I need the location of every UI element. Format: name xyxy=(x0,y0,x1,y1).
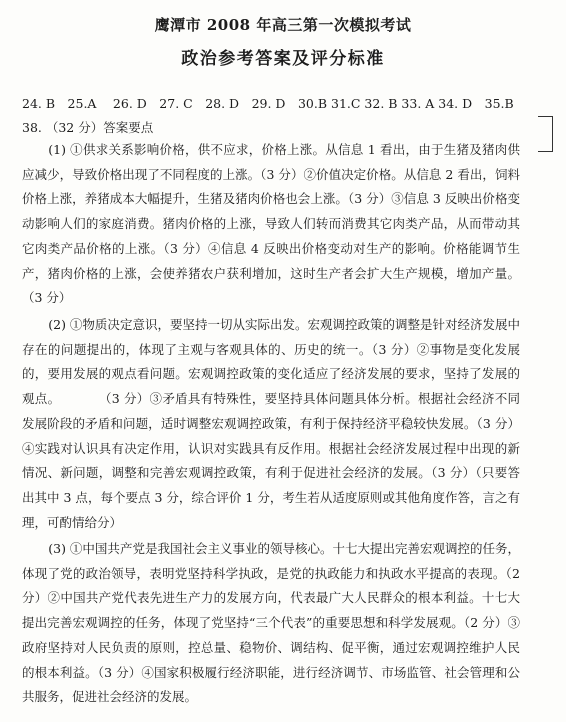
page-title: 鹰潭市 2008 年高三第一次模拟考试 xyxy=(154,16,412,34)
choice-answers-line: 24. B 25.A 26. D 27. C 28. D 29. D 30.B 31.C 32. B 33. A 34. D 35.B xyxy=(22,96,514,111)
answer-part-3: (3) ①中国共产党是我国社会主义事业的领导核心。十七大提出完善宏观调控的任务，体现了党的政治领导，表明党坚持科学执政，是党的执政能力和执政水平提高的表现。（2 分）②中国共产党代表先进生产力的发展方向，代表最广大人民群众的根本利益。十七大提出完善宏观调控的任务，体现了党坚持“三个代表”的重要思想和科学发展观。（2 分）③政府坚持对人民负责的原则，控总量、稳物价、调结构、促平衡，通过宏观调控维护人民的根本利益。（3 分）④国家积极履行经济职能，进行经济调节、市场监管、社会管理和公共服务，促进社会经济的发展。 xyxy=(22,541,520,705)
question-38-heading: 38. （32 分）答案要点 xyxy=(22,120,154,135)
answer-part-2: (2) ①物质决定意识，要坚持一切从实际出发。宏观调控政策的调整是针对经济发展中存在的问题提出的，体现了主观与客观具体的、历史的统一。（3 分）②事物是变化发展的，要用发展的观点看问题。宏观调控政策的变化适应了经济发展的要求，坚持了发展的观点。 （3 分）③矛盾具有特殊性，要坚持具体问题具体分析。根据社会经济不同发展阶段的矛盾和问题，适时调整宏观调控政策，有利于保持经济平稳较快发展。（3 分）④实践对认识具有决定作用，认识对实践具有反作用。根据社会经济发展过程中出现的新情况、新问题，调整和完善宏观调控政策，有利于促进社会经济的发展。（3 分）（只要答出其中 3 点，每个要点 3 分，综合评价 1 分，考生若从适度原则或其他角度作答，言之有理，可酌情给分） xyxy=(22,317,520,530)
margin-bracket-mark xyxy=(538,116,553,152)
page-subtitle: 政治参考答案及评分标准 xyxy=(181,49,385,69)
answer-part-1: (1) ①供求关系影响价格，供不应求，价格上涨。从信息 1 看出，由于生猪及猪肉供应减少，导致价格出现了不同程度的上涨。（3 分）②价值决定价格。从信息 2 看出，饲料价格上涨，养猪成本大幅提升，生猪及猪肉价格也会上涨。（3 分）③信息 3 反映出价格变动影响人们的家庭消费。猪肉价格的上涨，导致人们转而消费其它肉类产品，从而带动其它肉类产品价格的上涨。（3 分）④信息 4 反映出价格变动对生产的影响。价格能调节生产，猪肉价格的上涨，会使养猪农户获利增加，这时生产者会扩大生产规模，增加产量。（3 分） xyxy=(22,142,520,306)
